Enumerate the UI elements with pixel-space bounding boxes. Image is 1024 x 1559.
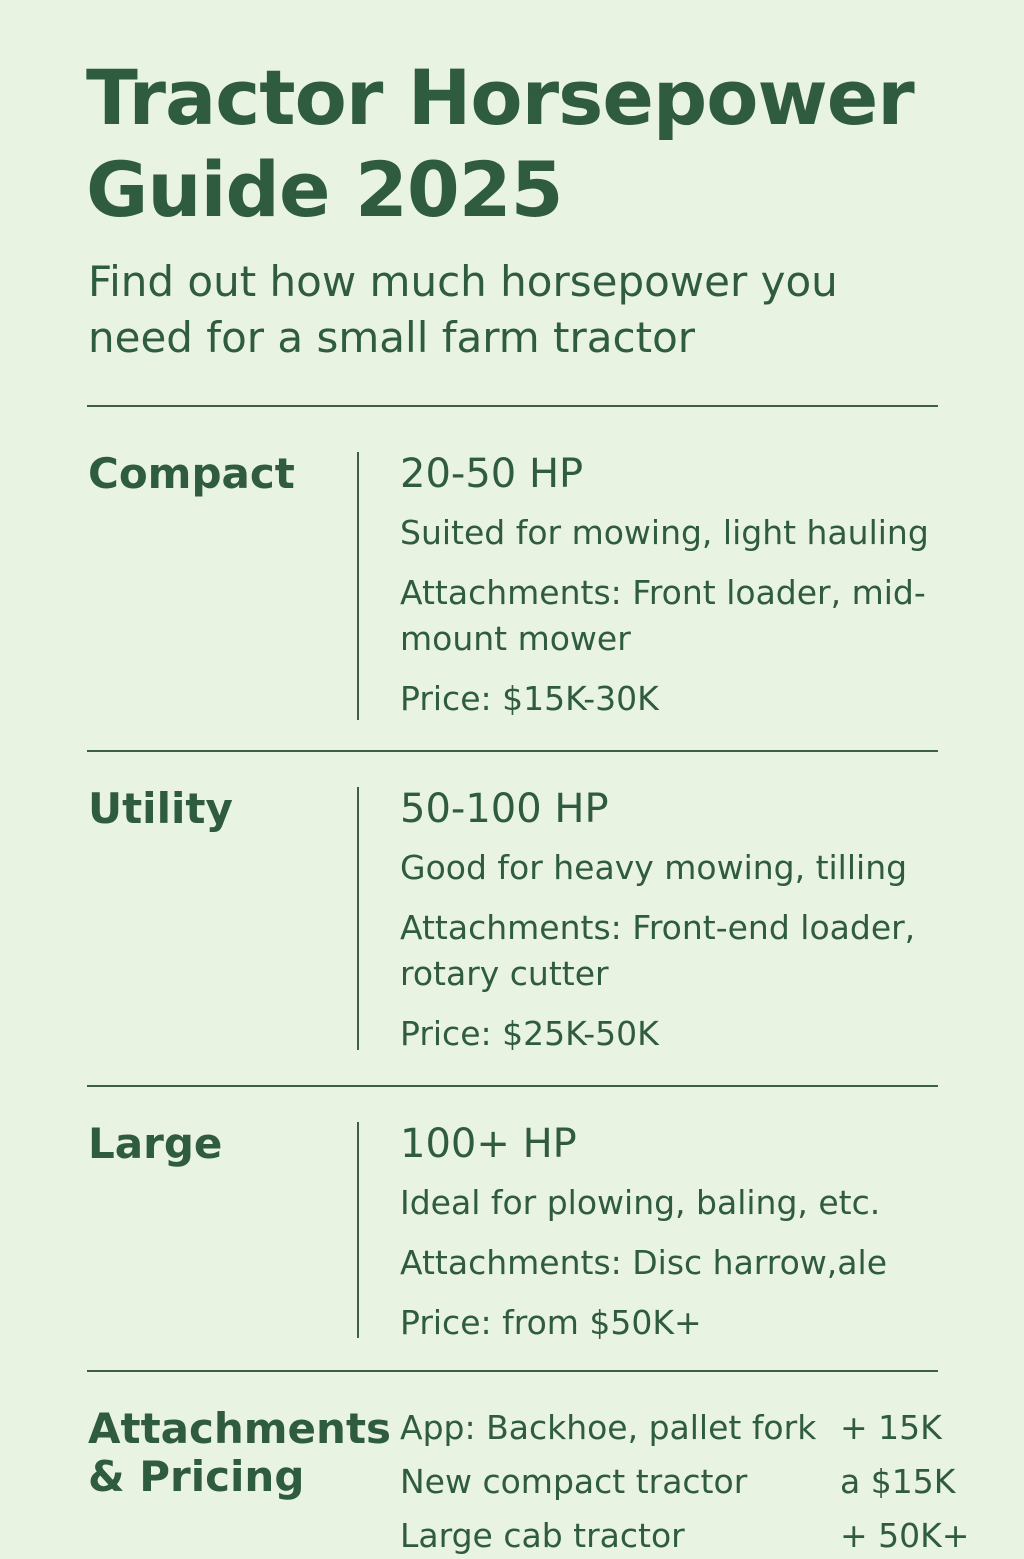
category-use: Good for heavy mowing, tilling <box>400 848 908 887</box>
category-use: Suited for mowing, light hauling <box>400 513 929 552</box>
category-price: Price: $15K-30K <box>400 679 659 718</box>
category-attachments: Attachments: Front loader, mid-mount mower <box>400 573 926 658</box>
pricing-item: App: Backhoe, pallet fork <box>400 1408 817 1447</box>
column-divider <box>357 452 359 720</box>
pricing-row <box>400 1459 960 1505</box>
horsepower-range: 20-50 HP <box>400 451 584 497</box>
category-name: Compact <box>88 449 295 498</box>
pricing-row <box>400 1513 970 1559</box>
divider <box>87 1370 938 1372</box>
divider <box>87 750 938 752</box>
pricing-item: Large cab tractor <box>400 1516 685 1555</box>
pricing-amount: a $15K <box>840 1462 956 1501</box>
pricing-amount: + 15K <box>840 1408 942 1447</box>
category-details <box>400 450 960 736</box>
category-price: Price: $25K-50K <box>400 1014 659 1053</box>
horsepower-range: 50-100 HP <box>400 786 609 832</box>
pricing-row <box>400 1405 960 1451</box>
category-name: Utility <box>88 784 233 833</box>
page-title: Tractor Horsepower Guide 2025 <box>86 53 914 234</box>
divider <box>87 1085 938 1087</box>
pricing-item: New compact tractor <box>400 1462 748 1501</box>
category-use: Ideal for plowing, baling, etc. <box>400 1183 881 1222</box>
divider <box>87 405 938 407</box>
attachments-pricing-label: Attachments & Pricing <box>88 1404 392 1501</box>
column-divider <box>357 787 359 1050</box>
category-price: Price: from $50K+ <box>400 1303 702 1342</box>
column-divider <box>357 1122 359 1338</box>
category-attachments: Attachments: Disc harrow,ale <box>400 1243 887 1282</box>
category-attachments: Attachments: Front-end loader, rotary cutter <box>400 908 916 993</box>
pricing-amount: + 50K+ <box>840 1516 970 1555</box>
category-name: Large <box>88 1119 223 1168</box>
category-details <box>400 785 960 1071</box>
category-details <box>400 1120 960 1360</box>
page-subtitle: Find out how much horsepower you need for a small farm tractor <box>88 257 838 362</box>
horsepower-range: 100+ HP <box>400 1121 577 1167</box>
